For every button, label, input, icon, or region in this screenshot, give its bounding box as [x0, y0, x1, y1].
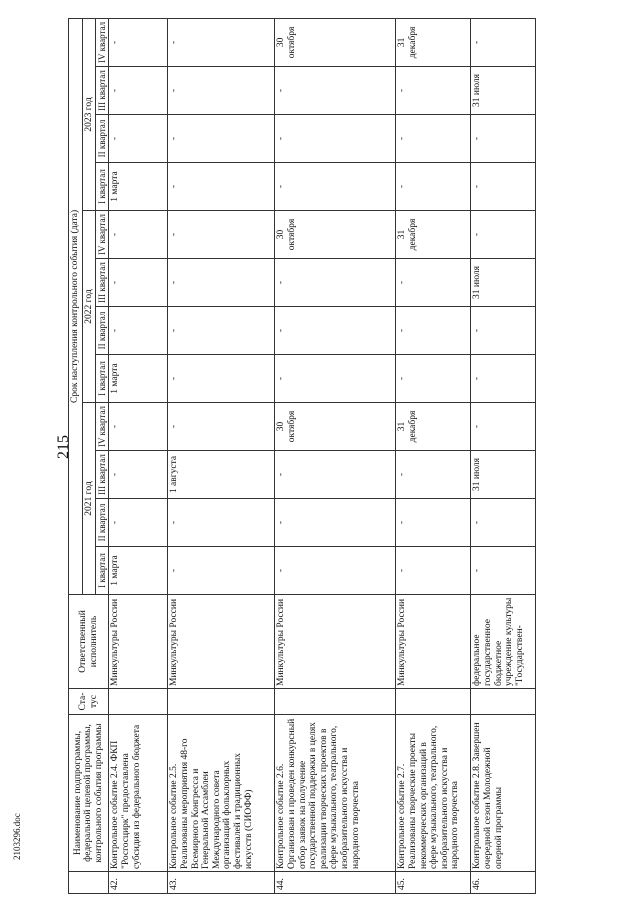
deadline-cell: -: [168, 259, 275, 307]
row-number: 44.: [275, 872, 396, 894]
row-number: 43.: [168, 872, 275, 894]
deadline-cell: -: [109, 307, 168, 355]
table-row: [168, 18, 275, 893]
deadline-cell: 30 октября: [275, 18, 396, 66]
header-deadline: Срок наступления контрольного события (дата): [69, 18, 83, 594]
control-events-table: [68, 18, 536, 894]
deadline-cell: -: [109, 451, 168, 499]
event-name: Контрольное событие 2.6. Организован и проведен конкурсный отбор заявок на получение государственной поддержки в целях реализации творческих проектов в сфере музыкального, театрального, изобразительного искусства и народного творчества: [275, 715, 396, 872]
deadline-cell: -: [471, 355, 536, 403]
row-number: 42.: [109, 872, 168, 894]
deadline-cell: 30 октября: [275, 403, 396, 451]
deadline-cell: -: [471, 115, 536, 163]
deadline-cell: -: [275, 307, 396, 355]
header-year-2021: 2021 год: [82, 403, 96, 595]
event-status: [168, 689, 275, 715]
header-name: Наименование подпрограммы, федеральной целевой программы, контрольного события программы: [69, 715, 109, 872]
deadline-cell: -: [168, 115, 275, 163]
deadline-cell: -: [396, 355, 471, 403]
event-status: [471, 689, 536, 715]
deadline-cell: 31 июля: [471, 67, 536, 115]
deadline-cell: 1 марта: [109, 355, 168, 403]
deadline-cell: -: [396, 307, 471, 355]
deadline-cell: -: [396, 67, 471, 115]
header-num: [69, 872, 109, 894]
deadline-cell: -: [168, 355, 275, 403]
deadline-cell: 31 декабря: [396, 18, 471, 66]
header-quarter: III квартал: [96, 67, 109, 115]
deadline-cell: -: [471, 403, 536, 451]
deadline-cell: -: [109, 403, 168, 451]
deadline-cell: -: [168, 403, 275, 451]
table-row: [275, 18, 396, 893]
deadline-cell: -: [168, 547, 275, 595]
header-quarter: IV квартал: [96, 403, 109, 451]
deadline-cell: -: [396, 547, 471, 595]
deadline-cell: -: [471, 307, 536, 355]
deadline-cell: -: [168, 163, 275, 211]
deadline-cell: -: [396, 259, 471, 307]
deadline-cell: -: [471, 547, 536, 595]
deadline-cell: -: [109, 115, 168, 163]
header-quarter: IV квартал: [96, 211, 109, 259]
rotated-table-area: [68, 19, 638, 894]
deadline-cell: 31 декабря: [396, 403, 471, 451]
deadline-cell: -: [109, 18, 168, 66]
header-quarter: I квартал: [96, 355, 109, 403]
deadline-cell: 31 июля: [471, 451, 536, 499]
deadline-cell: -: [275, 67, 396, 115]
footer-document-code: 2103296.doc: [12, 813, 22, 860]
header-quarter: III квартал: [96, 259, 109, 307]
event-name: Контрольное событие 2.7. Реализованы творческие проекты некоммерческих организаций в сфере музыкального, театрального, изобразительного искусства и народного творчества: [396, 715, 471, 872]
deadline-cell: -: [396, 451, 471, 499]
event-name: Контрольное событие 2.4. ФКП "Росгосцирк" предоставлена субсидия из федерального бюджета: [109, 715, 168, 872]
deadline-cell: -: [168, 307, 275, 355]
table-row: [109, 18, 168, 893]
table-row: [396, 18, 471, 893]
header-quarter: II квартал: [96, 499, 109, 547]
event-name: Контрольное событие 2.8. Завершен очередной сезон Молодежной оперной программы: [471, 715, 536, 872]
deadline-cell: -: [275, 499, 396, 547]
table-row: [471, 18, 536, 893]
deadline-cell: -: [275, 259, 396, 307]
event-responsible: Минкультуры России: [109, 595, 168, 689]
deadline-cell: -: [471, 18, 536, 66]
header-quarter: I квартал: [96, 163, 109, 211]
deadline-cell: -: [471, 499, 536, 547]
deadline-cell: -: [275, 355, 396, 403]
row-number: 46.: [471, 872, 536, 894]
header-quarter: III квартал: [96, 451, 109, 499]
header-year-2022: 2022 год: [82, 211, 96, 403]
header-status: Ста-тус: [69, 689, 109, 715]
header-quarter: II квартал: [96, 307, 109, 355]
deadline-cell: -: [275, 163, 396, 211]
deadline-cell: -: [168, 67, 275, 115]
deadline-cell: -: [275, 547, 396, 595]
header-year-2023: 2023 год: [82, 18, 96, 210]
header-quarter: II квартал: [96, 115, 109, 163]
header-responsible: Ответственный исполнитель: [69, 595, 109, 689]
deadline-cell: -: [275, 115, 396, 163]
deadline-cell: 31 декабря: [396, 211, 471, 259]
deadline-cell: 1 августа: [168, 451, 275, 499]
deadline-cell: 1 марта: [109, 547, 168, 595]
event-responsible: Минкультуры России: [396, 595, 471, 689]
event-responsible: Минкультуры России: [275, 595, 396, 689]
deadline-cell: -: [109, 211, 168, 259]
event-responsible: Минкультуры России: [168, 595, 275, 689]
page-number: 215: [55, 435, 72, 459]
deadline-cell: -: [396, 499, 471, 547]
deadline-cell: -: [168, 211, 275, 259]
deadline-cell: -: [275, 451, 396, 499]
deadline-cell: 31 июля: [471, 259, 536, 307]
deadline-cell: -: [109, 259, 168, 307]
row-number: 45.: [396, 872, 471, 894]
event-name: Контрольное событие 2.5. Реализованы мероприятия 48-го Всемирного Конгресса и Генеральной Ассамблеи Международного совета организаций фольклорных фестивалей и традиционных искусств (СИОФФ): [168, 715, 275, 872]
deadline-cell: -: [109, 499, 168, 547]
deadline-cell: -: [109, 67, 168, 115]
deadline-cell: -: [168, 499, 275, 547]
deadline-cell: 30 октября: [275, 211, 396, 259]
deadline-cell: -: [168, 18, 275, 66]
deadline-cell: 1 марта: [109, 163, 168, 211]
event-status: [275, 689, 396, 715]
event-status: [396, 689, 471, 715]
event-responsible: федеральное государственное бюджетное учреждение культуры "Государствен-: [471, 595, 536, 689]
event-status: [109, 689, 168, 715]
deadline-cell: -: [471, 163, 536, 211]
header-quarter: I квартал: [96, 547, 109, 595]
deadline-cell: -: [396, 163, 471, 211]
deadline-cell: -: [471, 211, 536, 259]
header-quarter: IV квартал: [96, 18, 109, 66]
deadline-cell: -: [396, 115, 471, 163]
